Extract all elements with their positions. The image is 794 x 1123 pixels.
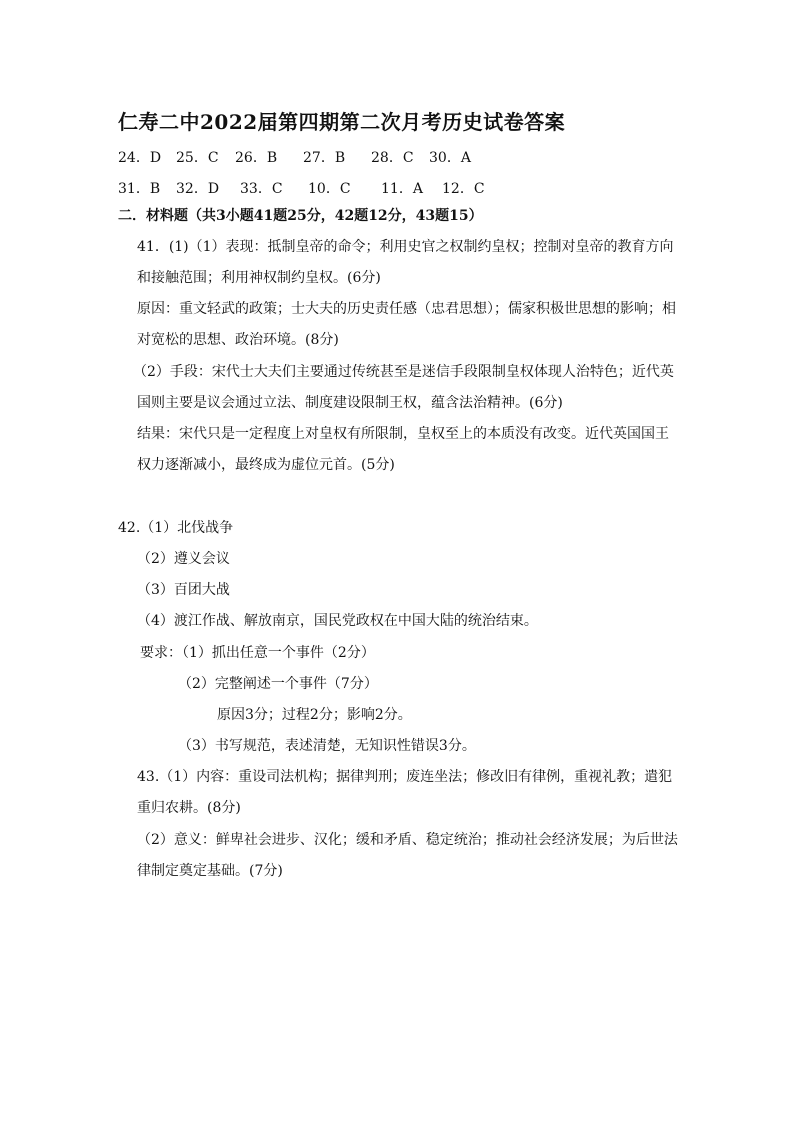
mc-answer: 26．B [235,150,278,166]
q43-line-4: 律制定奠定基础。(7分) [137,863,283,879]
q41-line-6: 国则主要是议会通过立法、制度建设限制王权，蕴含法治精神。(6分) [137,395,563,411]
mc-answer: 33．C [240,181,283,197]
page-title: 仁寿二中2022届第四期第二次月考历史试卷答案 [118,110,566,134]
q42-line-7: 原因3分；过程2分；影响2分。 [217,707,412,723]
q41-line-1: 41．(1)（1）表现：抵制皇帝的命令；利用史官之权制约皇权；控制对皇帝的教育方向 [137,239,674,255]
q42-line-3: （3）百团大战 [137,582,230,598]
q42-line-8: （3）书写规范，表述清楚，无知识性错误3分。 [178,738,476,754]
q41-line-2: 和接触范围；利用神权制约皇权。(6分) [137,270,381,286]
q42-line-1: 42.（1）北伐战争 [118,520,234,536]
q43-line-2: 重归农耕。(8分) [137,800,241,816]
q42-line-5: 要求：（1）抓出任意一个事件（2分） [140,645,375,661]
mc-answer: 10．C [308,181,351,197]
q43-line-1: 43.（1）内容：重设司法机构；据律判刑；废连坐法；修改旧有律例，重视礼教；遣犯 [137,769,673,785]
mc-answer: 25．C [176,150,219,166]
q41-line-7: 结果：宋代只是一定程度上对皇权有所限制，皇权至上的本质没有改变。近代英国国王 [137,426,669,442]
mc-answer: 12．C [442,181,485,197]
mc-answers-row-2 [118,178,485,198]
mc-answer: 27．B [303,150,346,166]
mc-answer: 30．A [429,150,471,166]
q41-line-5: （2）手段：宋代士大夫们主要通过传统甚至是迷信手段限制皇权体现人治特色；近代英 [133,364,674,380]
mc-answer: 31．B [118,181,161,197]
mc-answer: 28．C [371,150,414,166]
q42-line-6: （2）完整阐述一个事件（7分） [178,676,378,692]
q41-line-8: 权力逐渐减小，最终成为虚位元首。(5分) [137,457,395,473]
mc-answer: 24．D [118,150,162,166]
q42-line-4: （4）渡江作战、解放南京，国民党政权在中国大陆的统治结束。 [137,613,538,629]
mc-answer: 11．A [381,181,423,197]
mc-answers-row-1 [118,147,471,167]
mc-answer: 32．D [176,181,220,197]
q43-line-3: （2）意义：鲜卑社会进步、汉化；缓和矛盾、稳定统治；推动社会经济发展；为后世法 [137,832,678,848]
section-heading: 二．材料题（共3小题41题25分，42题12分，43题15） [118,208,483,224]
q41-line-3: 原因：重文轻武的政策；士大夫的历史责任感（忠君思想）；儒家积极世思想的影响；相 [137,301,676,317]
q42-line-2: （2）遵义会议 [137,551,230,567]
q41-line-4: 对宽松的思想、政治环境。(8分) [137,332,339,348]
